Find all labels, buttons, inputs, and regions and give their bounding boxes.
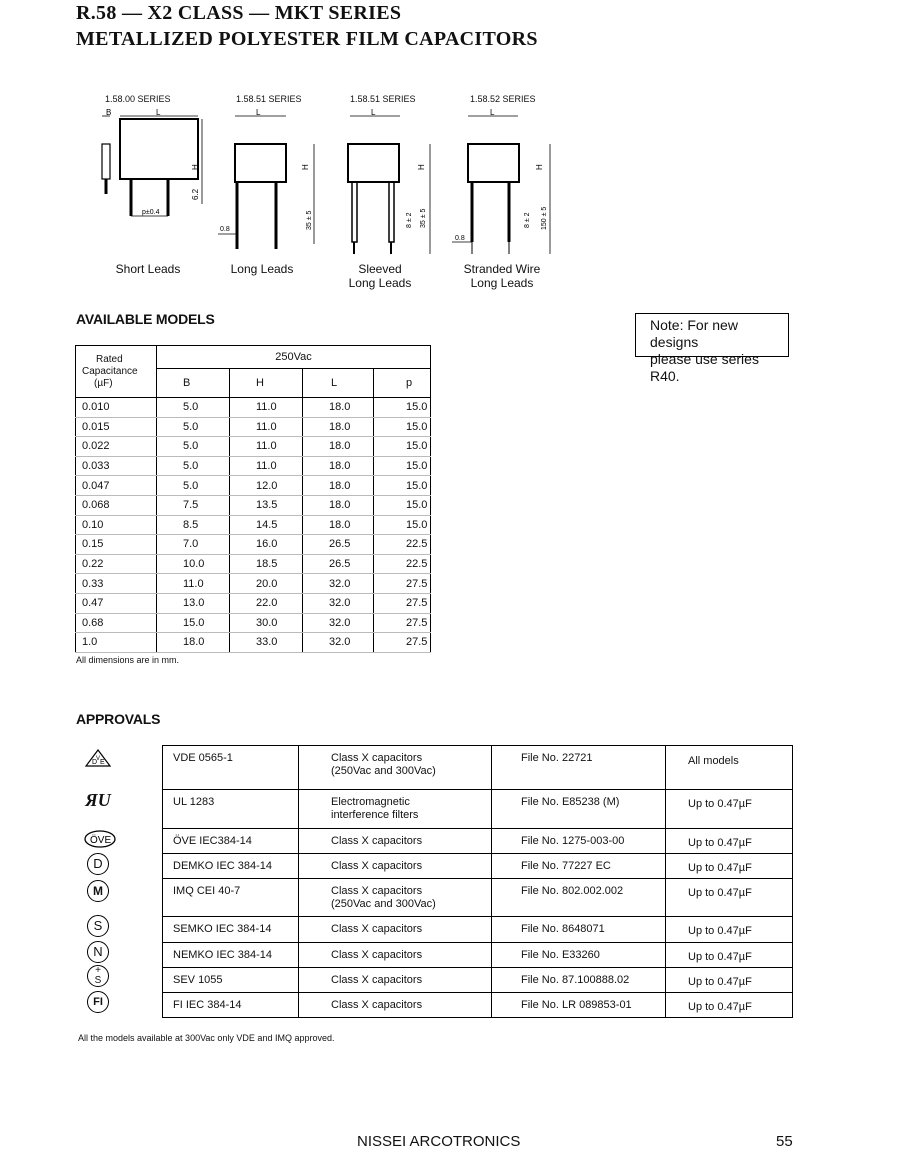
capacitance-cell: 0.47 (76, 593, 157, 613)
dimension-cell: 22.5 (374, 554, 431, 574)
approval-row (163, 943, 793, 968)
dimension-cell: 13.0 (157, 593, 230, 613)
approval-row (163, 829, 793, 854)
dimension-cell: 11.0 (230, 437, 303, 457)
model-row (76, 613, 431, 633)
model-row (76, 633, 431, 653)
svg-text:6.2: 6.2 (191, 188, 200, 200)
dimension-cell: 15.0 (374, 476, 431, 496)
approval-file-number: File No. 8648071 (492, 917, 666, 943)
approval-description: Class X capacitors (299, 829, 492, 854)
approval-description: Class X capacitors (299, 854, 492, 879)
col-b: B (157, 369, 230, 398)
approval-description: Electromagnetic interference filters (299, 790, 492, 829)
dimension-cell: 18.0 (303, 398, 374, 418)
approval-file-number: File No. 87.100888.02 (492, 968, 666, 993)
dimension-cell: 18.0 (303, 456, 374, 476)
dimension-cell: 11.0 (230, 456, 303, 476)
approval-file-number: File No. 22721 (492, 746, 666, 790)
svg-text:B: B (106, 108, 112, 117)
title-line-1: R.58 — X2 CLASS — MKT SERIES (76, 2, 402, 24)
capacitor-dimension-drawings (90, 104, 570, 264)
svg-text:H: H (417, 164, 426, 170)
capacitance-cell: 0.010 (76, 398, 157, 418)
dimension-cell: 26.5 (303, 554, 374, 574)
sleeved-leads-drawing (348, 108, 430, 254)
dimensions-footnote: All dimensions are in mm. (76, 655, 180, 665)
dimension-cell: 32.0 (303, 593, 374, 613)
approval-row (163, 879, 793, 917)
dimension-cell: 5.0 (157, 417, 230, 437)
svg-text:35 ± 5: 35 ± 5 (420, 208, 427, 228)
stranded-wire-drawing (452, 108, 550, 254)
title-line-2: METALLIZED POLYESTER FILM CAPACITORS (76, 28, 538, 50)
capacitance-cell: 0.033 (76, 456, 157, 476)
svg-text:D: D (92, 759, 98, 766)
dimension-cell: 14.5 (230, 515, 303, 535)
model-row (76, 554, 431, 574)
approval-standard: FI IEC 384-14 (163, 993, 299, 1018)
svg-text:E: E (100, 759, 105, 766)
approval-file-number: File No. LR 089853-01 (492, 993, 666, 1018)
dimension-cell: 16.0 (230, 535, 303, 555)
svg-text:8 ± 2: 8 ± 2 (406, 212, 413, 228)
caption-stranded: Stranded Wire Long Leads (463, 262, 541, 290)
approval-file-number: File No. 77227 EC (492, 854, 666, 879)
dimension-cell: 15.0 (374, 398, 431, 418)
voltage-header: 250Vac (157, 346, 431, 369)
col-p: p (374, 369, 431, 398)
approval-standard: NEMKO IEC 384-14 (163, 943, 299, 968)
approval-description: Class X capacitors (299, 993, 492, 1018)
dimension-cell: 7.0 (157, 535, 230, 555)
approval-row (163, 993, 793, 1018)
dimension-cell: 7.5 (157, 495, 230, 515)
approval-standard: ÖVE IEC384-14 (163, 829, 299, 854)
svg-text:35 ± 5: 35 ± 5 (306, 210, 313, 230)
approval-file-number: File No. 802.002.002 (492, 879, 666, 917)
model-row (76, 535, 431, 555)
svg-text:L: L (490, 108, 495, 117)
semko-mark-icon: S (84, 915, 112, 937)
caption-short-leads: Short Leads (115, 262, 181, 276)
dimension-cell: 8.5 (157, 515, 230, 535)
model-row (76, 495, 431, 515)
demko-mark-icon: D (84, 853, 112, 875)
approval-description: Class X capacitors (299, 943, 492, 968)
svg-text:V: V (96, 756, 101, 762)
approval-scope: Up to 0.47µF (666, 968, 793, 993)
approvals-heading: APPROVALS (76, 711, 161, 727)
capacitance-cell: 0.015 (76, 417, 157, 437)
capacitance-cell: 0.068 (76, 495, 157, 515)
approval-scope: Up to 0.47µF (666, 993, 793, 1018)
model-row (76, 437, 431, 457)
dimension-cell: 13.5 (230, 495, 303, 515)
caption-sleeved: Sleeved Long Leads (348, 262, 412, 290)
model-row (76, 593, 431, 613)
approval-scope: Up to 0.47µF (666, 943, 793, 968)
imq-mark-icon: M (84, 880, 112, 902)
dimension-cell: 10.0 (157, 554, 230, 574)
approval-row (163, 917, 793, 943)
approval-standard: SEV 1055 (163, 968, 299, 993)
capacitance-cell: 0.15 (76, 535, 157, 555)
vde-mark-icon (84, 748, 112, 771)
dimension-cell: 18.0 (303, 437, 374, 457)
capacitance-cell: 0.10 (76, 515, 157, 535)
available-models-heading: AVAILABLE MODELS (76, 311, 215, 327)
dimension-cell: 18.0 (303, 495, 374, 515)
svg-text:0.8: 0.8 (220, 226, 230, 233)
dimension-cell: 22.0 (230, 593, 303, 613)
dimension-cell: 5.0 (157, 476, 230, 496)
series-label: 1.58.00 SERIES (105, 94, 171, 104)
dimension-cell: 32.0 (303, 613, 374, 633)
dimension-cell: 12.0 (230, 476, 303, 496)
dimension-cell: 15.0 (157, 613, 230, 633)
model-row (76, 456, 431, 476)
approval-scope: Up to 0.47µF (666, 829, 793, 854)
series-label: 1.58.52 SERIES (470, 94, 536, 104)
capacitance-cell: 0.22 (76, 554, 157, 574)
capacitance-cell: 0.022 (76, 437, 157, 457)
approval-row (163, 790, 793, 829)
dimension-cell: 5.0 (157, 456, 230, 476)
footer-company: NISSEI ARCOTRONICS (357, 1133, 521, 1150)
svg-text:L: L (256, 108, 261, 117)
svg-text:H: H (191, 164, 200, 170)
approval-scope: All models (666, 746, 793, 790)
dimension-cell: 11.0 (157, 574, 230, 594)
col-l: L (303, 369, 374, 398)
dimension-cell: 15.0 (374, 495, 431, 515)
dimension-cell: 15.0 (374, 515, 431, 535)
approval-standard: UL 1283 (163, 790, 299, 829)
note-box: Note: For new designs please use series R40. (635, 313, 789, 357)
model-row (76, 515, 431, 535)
approval-description: Class X capacitors (299, 917, 492, 943)
series-label: 1.58.51 SERIES (350, 94, 416, 104)
capacitance-cell: 1.0 (76, 633, 157, 653)
dimension-cell: 27.5 (374, 613, 431, 633)
capacitance-cell: 0.33 (76, 574, 157, 594)
dimension-cell: 15.0 (374, 456, 431, 476)
caption-long-leads: Long Leads (230, 262, 294, 276)
approval-standard: SEMKO IEC 384-14 (163, 917, 299, 943)
nemko-mark-icon: N (84, 941, 112, 963)
ul-recognized-icon: ЯU (85, 790, 111, 810)
svg-text:H: H (535, 164, 544, 170)
svg-text:8 ± 2: 8 ± 2 (524, 212, 531, 228)
svg-text:H: H (301, 164, 310, 170)
long-leads-drawing (218, 108, 314, 249)
approval-description: Class X capacitors (299, 968, 492, 993)
approval-file-number: File No. E85238 (M) (492, 790, 666, 829)
approvals-footnote: All the models available at 300Vac only VDE and IMQ approved. (78, 1033, 335, 1043)
approval-standard: VDE 0565-1 (163, 746, 299, 790)
page-number: 55 (776, 1133, 793, 1150)
approval-row (163, 746, 793, 790)
approval-standard: IMQ CEI 40-7 (163, 879, 299, 917)
model-row (76, 574, 431, 594)
approval-scope: Up to 0.47µF (666, 879, 793, 917)
dimension-cell: 11.0 (230, 398, 303, 418)
dimension-cell: 18.0 (157, 633, 230, 653)
sev-mark-icon: + S (84, 965, 112, 987)
approval-scope: Up to 0.47µF (666, 790, 793, 829)
dimension-cell: 18.0 (303, 417, 374, 437)
approval-description: Class X capacitors (250Vac and 300Vac) (299, 746, 492, 790)
model-row (76, 417, 431, 437)
svg-text:ÖVE: ÖVE (90, 835, 112, 846)
approval-scope: Up to 0.47µF (666, 917, 793, 943)
approvals-table (162, 745, 793, 1018)
dimension-cell: 5.0 (157, 398, 230, 418)
approval-row (163, 854, 793, 879)
model-row (76, 476, 431, 496)
dimension-cell: 32.0 (303, 633, 374, 653)
svg-text:0.8: 0.8 (455, 235, 465, 242)
dimension-cell: 22.5 (374, 535, 431, 555)
svg-text:p±0.4: p±0.4 (142, 209, 160, 216)
dimension-cell: 15.0 (374, 417, 431, 437)
fimko-mark-icon: FI (84, 991, 112, 1013)
dimension-cell: 18.0 (303, 515, 374, 535)
approval-standard: DEMKO IEC 384-14 (163, 854, 299, 879)
dimension-cell: 33.0 (230, 633, 303, 653)
svg-text:L: L (156, 108, 161, 117)
approval-scope: Up to 0.47µF (666, 854, 793, 879)
dimension-cell: 5.0 (157, 437, 230, 457)
ove-mark-icon (84, 829, 112, 852)
dimension-cell: 27.5 (374, 633, 431, 653)
approval-file-number: File No. E33260 (492, 943, 666, 968)
approval-description: Class X capacitors (250Vac and 300Vac) (299, 879, 492, 917)
svg-text:L: L (371, 108, 376, 117)
dimension-cell: 18.0 (303, 476, 374, 496)
approval-row (163, 968, 793, 993)
svg-text:150 ± 5: 150 ± 5 (541, 206, 548, 230)
dimension-cell: 27.5 (374, 593, 431, 613)
dimension-cell: 20.0 (230, 574, 303, 594)
capacitance-cell: 0.68 (76, 613, 157, 633)
col-h: H (230, 369, 303, 398)
dimension-cell: 26.5 (303, 535, 374, 555)
short-leads-drawing (102, 108, 202, 216)
capacitance-cell: 0.047 (76, 476, 157, 496)
dimension-cell: 11.0 (230, 417, 303, 437)
available-models-table: Rated Capacitance (µF) 250Vac B H L p 0.010 5.0 11.0 18.0 15.0 0.015 5.0 11.0 18.0 15.0 0.022 5.0 11.0 18.0 15.0 0.033 5.0 11.0 18.0 15.0 0.047 5.0 12.0 18.0 15.0 0.068 7.5 13.5 18.0 15.0 0.10 8.5 14.5 18.0 15.0 0.15 7.0 16.0 26.5 22.5 0.22 10.0 18.5 26.5 22.5 0.33 11.0 20.0 32.0 27.5 0.47 13.0 22.0 32.0 27.5 0.68 15.0 30.0 32.0 27.5 1.0 18.0 33.0 32.0 27.5 (75, 345, 431, 653)
model-row (76, 398, 431, 418)
dimension-cell: 18.5 (230, 554, 303, 574)
dimension-cell: 32.0 (303, 574, 374, 594)
approval-file-number: File No. 1275-003-00 (492, 829, 666, 854)
dimension-cell: 15.0 (374, 437, 431, 457)
series-label: 1.58.51 SERIES (236, 94, 302, 104)
dimension-cell: 27.5 (374, 574, 431, 594)
dimension-cell: 30.0 (230, 613, 303, 633)
